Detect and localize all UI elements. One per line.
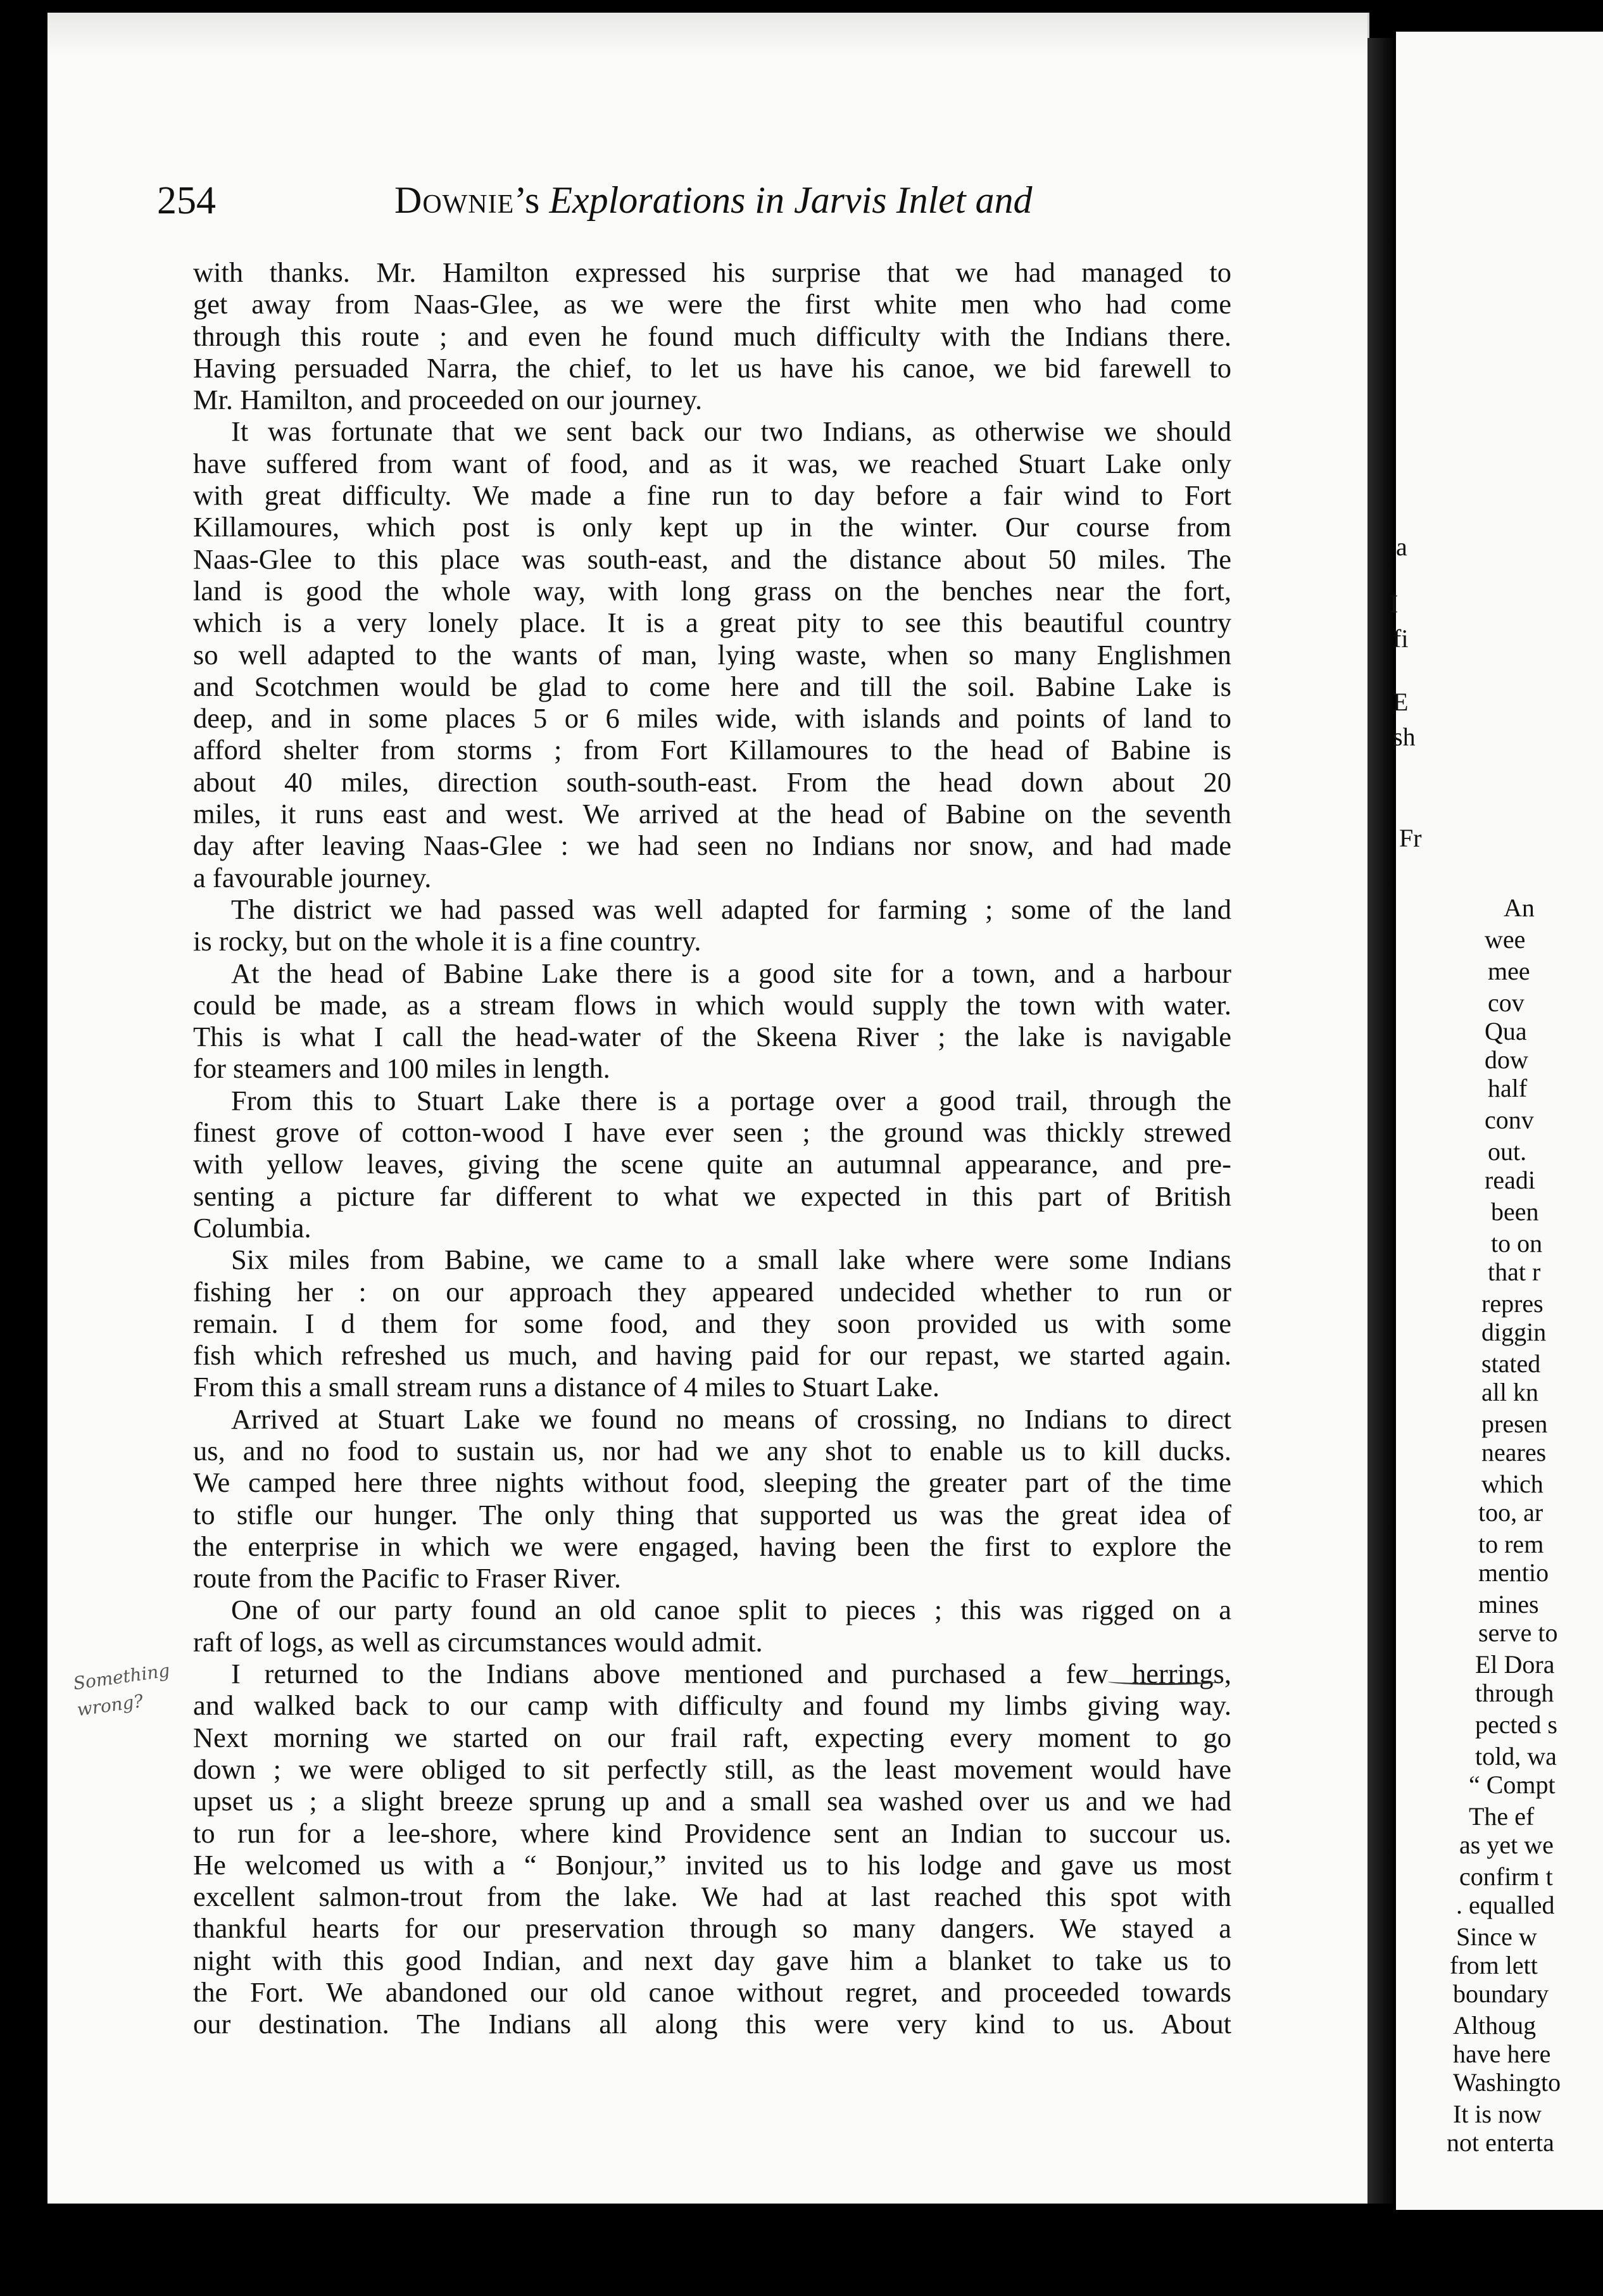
text-line: have suffered from want of food, and as it was, we reached Stuart Lake only (193, 447, 1231, 479)
title-italic: Explorations in Jarvis Inlet and (549, 179, 1033, 221)
text-line: Naas-Glee to this place was south-east, and the distance about 50 miles. The (193, 543, 1231, 575)
right-page-fragment: neares (1481, 1438, 1547, 1467)
text-line: a favourable journey. (193, 861, 432, 893)
handwritten-margin-note: Something wrong? (72, 1660, 172, 1720)
text-line: with great difficulty. We made a fine run to day before a fair wind to Fort (193, 479, 1231, 512)
text-line: finest grove of cotton-wood I have ever seen ; the ground was thickly strewed (193, 1116, 1231, 1149)
right-page-fragment: diggin (1481, 1318, 1547, 1346)
text-line: Arrived at Stuart Lake we found no means of crossing, no Indians to direct (231, 1403, 1231, 1435)
text-line: about 40 miles, direction south-south-east. From the head down about 20 (193, 766, 1231, 798)
right-page-fragment: have here (1453, 2040, 1551, 2068)
right-page-fragment: not enterta (1447, 2128, 1554, 2157)
text-line: excellent salmon-trout from the lake. We had at last reached this spot with (193, 1881, 1231, 1913)
right-page-fragment: Since w (1456, 1922, 1537, 1951)
right-page-fragment: from lett (1450, 1951, 1538, 1979)
text-line: miles, it runs east and west. We arrived at the head of Babine on the seventh (193, 798, 1231, 830)
right-page-fragment: wee (1485, 925, 1526, 954)
right-page-fragment: half (1488, 1074, 1528, 1102)
right-page-fragment: conv (1485, 1106, 1534, 1134)
right-page-fragment: The ef (1469, 1802, 1535, 1831)
body-text (193, 256, 1231, 2040)
text-line: Mr. Hamilton, and proceeded on our journey. (193, 384, 703, 416)
right-page-fragment: which (1481, 1470, 1543, 1498)
right-page-fragment: to on (1491, 1229, 1543, 1258)
text-line: and walked back to our camp with difficulty and found my limbs giving way. (193, 1689, 1231, 1722)
text-line: day after leaving Naas-Glee : we had seen no Indians nor snow, and had made (193, 829, 1231, 862)
right-page-fragment: serve to (1478, 1618, 1558, 1647)
right-page-fragment: It is now (1453, 2100, 1542, 2128)
text-line: thankful hearts for our preservation through so many dangers. We stayed a (193, 1912, 1231, 1945)
running-header (157, 179, 1233, 236)
text-line: raft of logs, as well as circumstances would admit. (193, 1625, 763, 1658)
text-line: land is good the whole way, with long grass on the benches near the fort, (193, 574, 1231, 607)
text-line: Having persuaded Narra, the chief, to let us have his canoe, we bid farewell to (193, 351, 1231, 384)
text-line: I returned to the Indians above mentioned and purchased a few herrings, (231, 1658, 1231, 1690)
text-line: fishing her : on our approach they appeared undecided whether to run or (193, 1275, 1231, 1308)
right-page-fragment: repres (1481, 1289, 1543, 1318)
text-line: our destination. The Indians all along this were very kind to us. About (193, 2008, 1231, 2040)
text-line: afford shelter from storms ; from Fort Killamoures to the head of Babine is (193, 734, 1231, 766)
right-page-fragment: boundary (1453, 1979, 1549, 2008)
text-line: to run for a lee-shore, where kind Providence sent an Indian to succour us. (193, 1817, 1231, 1849)
right-page-fragment: Althoug (1453, 2011, 1537, 2040)
page-gutter (1367, 38, 1399, 2204)
text-line: upset us ; a slight breeze sprung up and a small sea washed over us and we had (193, 1785, 1231, 1817)
text-line: This is what I call the head-water of the Skeena River ; the lake is navigable (193, 1021, 1231, 1053)
right-page-fragment: confirm t (1459, 1862, 1553, 1891)
text-line: which is a very lonely place. It is a great pity to see this beautiful country (193, 607, 1231, 639)
text-line: At the head of Babine Lake there is a good site for a town, and a harbour (231, 957, 1231, 989)
text-line: It was fortunate that we sent back our two Indians, as otherwise we should (231, 415, 1231, 448)
right-page-fragment: readi (1485, 1166, 1535, 1194)
text-line: get away from Naas-Glee, as we were the first white men who had come (193, 288, 1231, 320)
page-number: 254 (157, 179, 216, 222)
right-page-fragment: I (1390, 590, 1399, 618)
right-page-fragment: stated (1481, 1349, 1541, 1378)
right-page-fragment: pected s (1475, 1710, 1557, 1739)
text-line: remain. I d them for some food, and they soon provided us with some (193, 1307, 1231, 1339)
right-page-fragment: E (1393, 688, 1409, 716)
text-line: From this a small stream runs a distance of 4 miles to Stuart Lake. (193, 1371, 940, 1403)
text-line: fish which refreshed us much, and having paid for our repast, we started again. (193, 1339, 1231, 1372)
right-page-fragment: An (1504, 893, 1535, 922)
right-page-fragment: sh (1393, 722, 1416, 751)
text-line: We camped here three nights without food, sleeping the greater part of the time (193, 1467, 1231, 1499)
text-line: with thanks. Mr. Hamilton expressed his surprise that we had managed to (193, 256, 1231, 288)
text-line: for steamers and 100 miles in length. (193, 1052, 610, 1085)
right-page-fragment: out. (1488, 1137, 1527, 1166)
text-line: could be made, as a stream flows in which would supply the town with water. (193, 988, 1231, 1021)
text-line: route from the Pacific to Fraser River. (193, 1562, 621, 1594)
text-line: with yellow leaves, giving the scene quite an autumnal appearance, and pre- (193, 1148, 1231, 1180)
text-line: senting a picture far different to what we expected in this part of British (193, 1180, 1231, 1212)
text-line: the enterprise in which we were engaged, having been the first to explore the (193, 1530, 1231, 1562)
right-page-fragment: mentio (1478, 1558, 1549, 1587)
text-line: He welcomed us with a “ Bonjour,” invited us to his lodge and gave us most (193, 1848, 1231, 1881)
right-page-fragment: . equalled (1456, 1891, 1555, 1919)
text-line: so well adapted to the wants of man, lying waste, when so many Englishmen (193, 638, 1231, 671)
right-page-fragment: mines (1478, 1590, 1539, 1618)
text-line: Six miles from Babine, we came to a small lake where were some Indians (231, 1244, 1231, 1276)
right-page-fragment: been (1491, 1197, 1539, 1226)
right-page-fragment: a (1396, 533, 1407, 561)
right-page-fragment: Qua (1485, 1017, 1527, 1045)
text-line: the Fort. We abandoned our old canoe without regret, and proceeded towards (193, 1976, 1231, 2009)
right-page-fragment: Washingto (1453, 2068, 1561, 2097)
right-page-fragment: all kn (1481, 1378, 1538, 1406)
right-page-fragment: fi (1393, 624, 1409, 653)
text-line: Columbia. (193, 1211, 311, 1244)
text-line: is rocky, but on the whole it is a fine country. (193, 925, 701, 957)
text-line: night with this good Indian, and next day gave him a blanket to take us to (193, 1944, 1231, 1976)
right-page-fragment: to rem (1478, 1530, 1544, 1558)
running-title (394, 179, 1033, 222)
right-page-edge (1390, 32, 1603, 2210)
handwritten-underline (1108, 1678, 1219, 1685)
text-line: through this route ; and even he found much difficulty with the Indians there. (193, 320, 1231, 352)
right-page-fragment: cov (1488, 988, 1524, 1017)
text-line: and Scotchmen would be glad to come here and till the soil. Babine Lake is (193, 670, 1231, 702)
right-page-fragment: presen (1481, 1410, 1548, 1438)
text-line: Killamoures, which post is only kept up in the winter. Our course from (193, 511, 1231, 543)
author-name: Downie (394, 179, 515, 221)
right-page-fragment: told, wa (1475, 1742, 1557, 1770)
right-page-fragment: dow (1485, 1045, 1528, 1074)
right-page-fragment: “ Compt (1469, 1770, 1556, 1799)
right-page-fragment: Fr (1399, 824, 1422, 852)
text-line: to stifle our hunger. The only thing that supported us was the great idea of (193, 1498, 1231, 1530)
right-page-fragment: El Dora (1475, 1650, 1555, 1679)
text-line: From this to Stuart Lake there is a portage over a good trail, through the (231, 1084, 1231, 1116)
text-line: us, and no food to sustain us, nor had we any shot to enable us to kill ducks. (193, 1434, 1231, 1467)
text-line: deep, and in some places 5 or 6 miles wide, with islands and points of land to (193, 702, 1231, 735)
right-page-fragment: too, ar (1478, 1498, 1543, 1527)
right-page-fragment: mee (1488, 957, 1530, 985)
right-page-fragment: that r (1488, 1258, 1541, 1286)
possessive: ’s (514, 179, 550, 221)
text-line: Next morning we started on our frail raft, expecting every moment to go (193, 1721, 1231, 1753)
text-line: down ; we were obliged to sit perfectly still, as the least movement would have (193, 1753, 1231, 1785)
text-line: The district we had passed was well adapted for farming ; some of the land (231, 893, 1231, 925)
right-page-fragment: as yet we (1459, 1831, 1554, 1859)
right-page-fragment: through (1475, 1679, 1554, 1707)
text-line: One of our party found an old canoe split to pieces ; this was rigged on a (231, 1594, 1231, 1626)
